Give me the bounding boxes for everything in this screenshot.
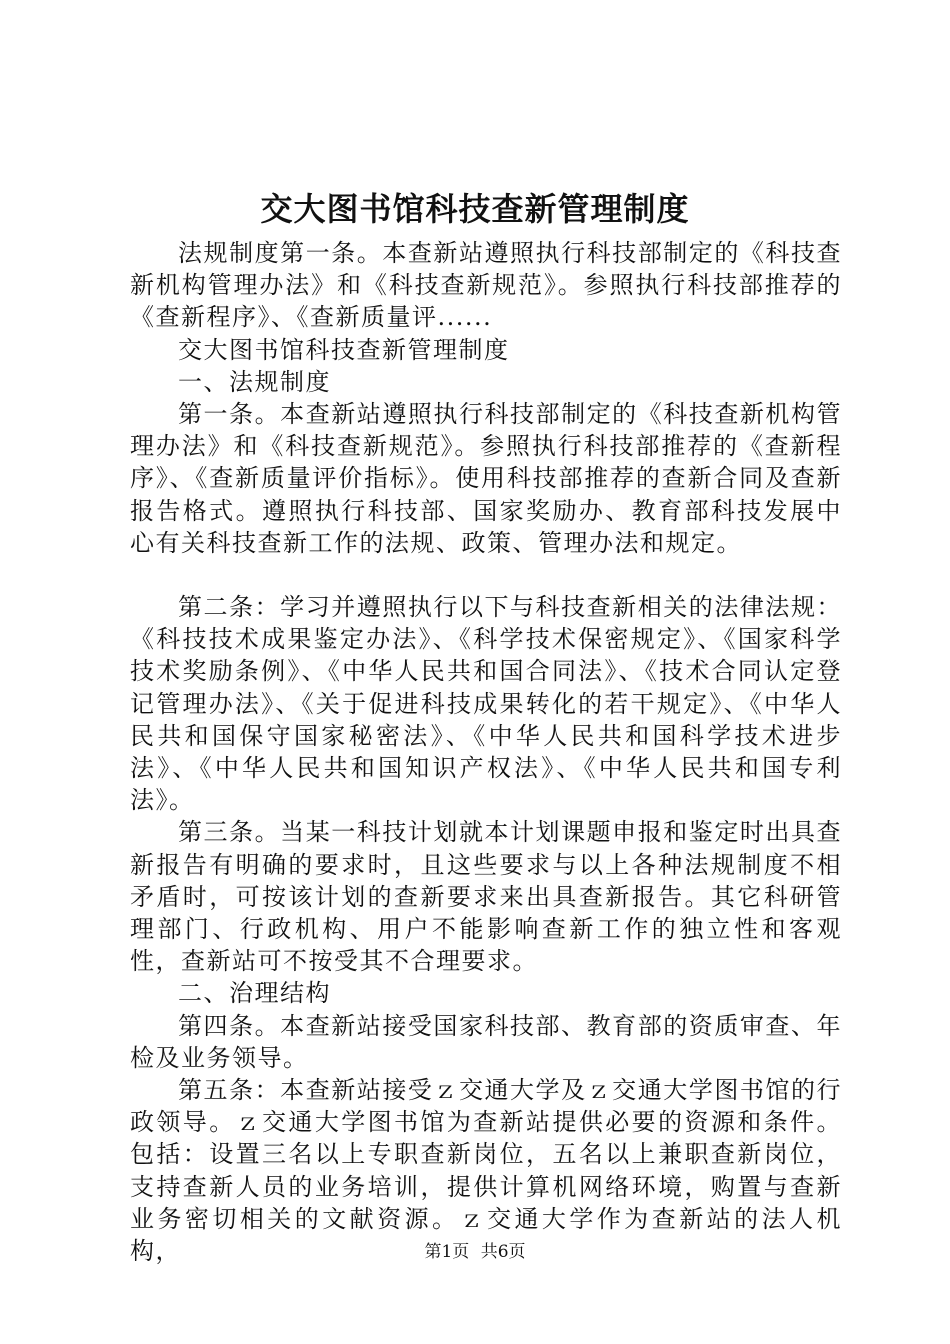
section-heading-regulations: 一、法规制度 — [178, 367, 331, 396]
document-title: 交大图书馆科技查新管理制度 — [260, 190, 690, 228]
page-footer — [0, 1240, 950, 1264]
document-body — [130, 237, 842, 1267]
page-total: 共6页 — [480, 1242, 526, 1262]
paragraph-subtitle: 交大图书馆科技查新管理制度 — [178, 335, 510, 364]
section-heading-governance: 二、治理结构 — [178, 979, 331, 1008]
article-1: 第一条。本查新站遵照执行科技部制定的《科技查新机构管理办法》和《科技查新规范》。参照执行科技部推荐的《查新程序》、《查新质量评价指标》。使用科技部推荐的查新合同及查新报告格式。遵照执行科技部、国家奖励办、教育部科技发展中心有关科技查新工作的法规、政策、管理办法和规定。 — [130, 400, 842, 557]
article-4: 第四条。本查新站接受国家科技部、教育部的资质审查、年检及业务领导。 — [130, 1011, 842, 1072]
article-5: 第五条：本查新站接受ｚ交通大学及ｚ交通大学图书馆的行政领导。ｚ交通大学图书馆为查新站提供必要的资源和条件。包括：设置三名以上专职查新岗位，五名以上兼职查新岗位，支持查新人员的业务培训，提供计算机网络环境，购置与查新业务密切相关的文献资源。ｚ交通大学作为查新站的法人机构， — [130, 1076, 842, 1266]
page-number: 第1页 — [424, 1242, 470, 1262]
article-3: 第三条。当某一科技计划就本计划课题申报和鉴定时出具查新报告有明确的要求时，且这些要求与以上各种法规制度不相矛盾时，可按该计划的查新要求来出具查新报告。其它科研管理部门、行政机构、用户不能影响查新工作的独立性和客观性，查新站可不按受其不合理要求。 — [130, 818, 842, 976]
article-2: 第二条：学习并遵照执行以下与科技查新相关的法律法规：《科技技术成果鉴定办法》、《科学技术保密规定》、《国家科学技术奖励条例》、《中华人民共和国合同法》、《技术合同认定登记管理办法》、《关于促进科技成果转化的若干规定》、《中华人民共和国保守国家秘密法》、《中华人民共和国科学技术进步法》、《中华人民共和国知识产权法》、《中华人民共和国专利法》。 — [130, 593, 842, 815]
paragraph-intro: 法规制度第一条。本查新站遵照执行科技部制定的《科技查新机构管理办法》和《科技查新规范》。参照执行科技部推荐的《查新程序》、《查新质量评...... — [130, 239, 842, 332]
